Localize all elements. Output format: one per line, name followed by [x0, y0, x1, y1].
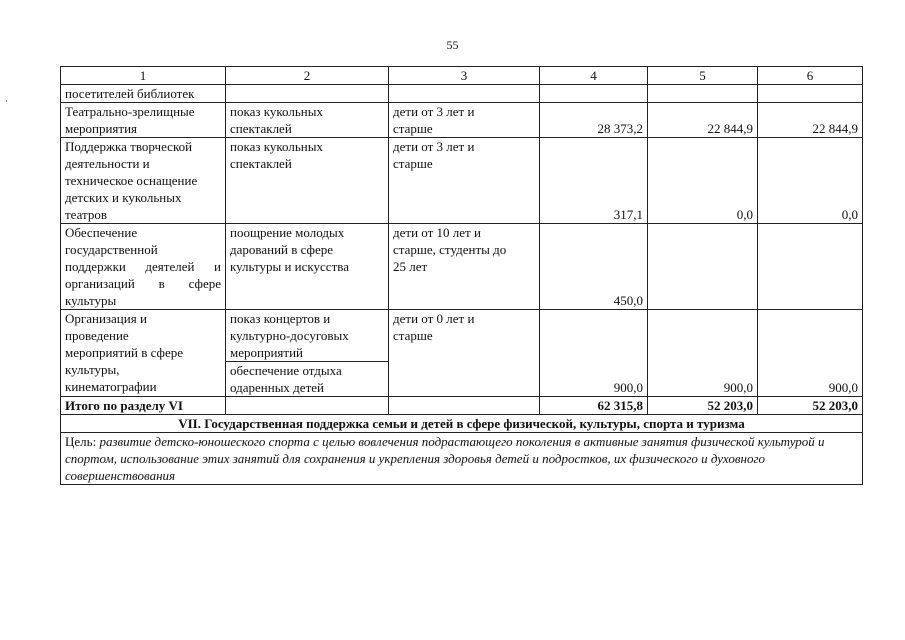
row-value-5: 22 844,9 — [648, 103, 758, 138]
carryover-empty-6 — [758, 85, 863, 103]
row-value-5: 0,0 — [648, 138, 758, 224]
column-number-4: 4 — [540, 67, 648, 85]
goal-cell — [61, 433, 863, 485]
carryover-name: посетителей библиотек — [61, 85, 226, 103]
row-value-5 — [648, 224, 758, 310]
row-name: Театрально-зрелищные мероприятия — [61, 103, 226, 138]
column-number-1: 1 — [61, 67, 226, 85]
row-name: Организация и проведение мероприятий в сфере культуры, кинематографии — [61, 310, 226, 397]
total-row — [61, 397, 863, 415]
row-value-4: 900,0 — [540, 310, 648, 397]
column-number-3: 3 — [389, 67, 540, 85]
total-value-4: 62 315,8 — [540, 397, 648, 415]
total-value-6: 52 203,0 — [758, 397, 863, 415]
column-number-6: 6 — [758, 67, 863, 85]
row-audience: дети от 10 лет и старше, студенты до 25 лет — [389, 224, 540, 310]
table-row — [61, 224, 863, 310]
table-row — [61, 310, 863, 397]
total-value-5: 52 203,0 — [648, 397, 758, 415]
row-activity: показ кукольных спектаклей — [226, 103, 389, 138]
row-audience: дети от 0 лет и старше — [389, 310, 540, 397]
row-activity-gifted-children: обеспечение отдыха одаренных детей — [230, 363, 342, 395]
row-activity-split — [226, 310, 389, 397]
column-number-5: 5 — [648, 67, 758, 85]
column-number-2: 2 — [226, 67, 389, 85]
table-row — [61, 103, 863, 138]
carryover-empty-5 — [648, 85, 758, 103]
row-audience: дети от 3 лет и старше — [389, 103, 540, 138]
row-activity: показ кукольных спектаклей — [226, 138, 389, 224]
total-label: Итого по разделу VI — [61, 397, 226, 415]
row-value-6: 0,0 — [758, 138, 863, 224]
section-heading: VII. Государственная поддержка семьи и детей в сфере физической, культуры, спорта и туризма — [61, 415, 863, 433]
carryover-empty-4 — [540, 85, 648, 103]
row-value-6 — [758, 224, 863, 310]
total-empty-3 — [389, 397, 540, 415]
row-value-6: 22 844,9 — [758, 103, 863, 138]
page-number: 55 — [446, 38, 459, 52]
row-value-4: 317,1 — [540, 138, 648, 224]
total-empty-2 — [226, 397, 389, 415]
row-value-4: 450,0 — [540, 224, 648, 310]
row-activity-concerts: показ концертов и культурно-досуговых мероприятий — [226, 310, 388, 362]
goal-label: Цель: — [65, 434, 97, 449]
table-row — [61, 138, 863, 224]
goal-text: развитие детско-юношеского спорта с целью вовлечения подрастающего поколения в активные занятия физической культурой и спортом, использование этих занятий для сохранения и укрепления здоровья детей и подростков, их физического и духовного совершенствования — [65, 434, 825, 483]
row-value-5: 900,0 — [648, 310, 758, 397]
goal-row — [61, 433, 863, 485]
row-audience: дети от 3 лет и старше — [389, 138, 540, 224]
row-name: Поддержка творческой деятельности и техническое оснащение детских и кукольных театров — [61, 138, 226, 224]
table-row-carryover — [61, 85, 863, 103]
row-value-4: 28 373,2 — [540, 103, 648, 138]
section-heading-row — [61, 415, 863, 433]
row-name: Обеспечение государственной поддержки деятелей и организаций в сфере культуры — [61, 224, 226, 310]
column-number-row — [61, 67, 863, 85]
row-value-6: 900,0 — [758, 310, 863, 397]
carryover-empty-2 — [226, 85, 389, 103]
carryover-empty-3 — [389, 85, 540, 103]
scan-artifact — [6, 100, 7, 102]
budget-table — [60, 66, 863, 485]
row-activity: поощрение молодых дарований в сфере культуры и искусства — [226, 224, 389, 310]
